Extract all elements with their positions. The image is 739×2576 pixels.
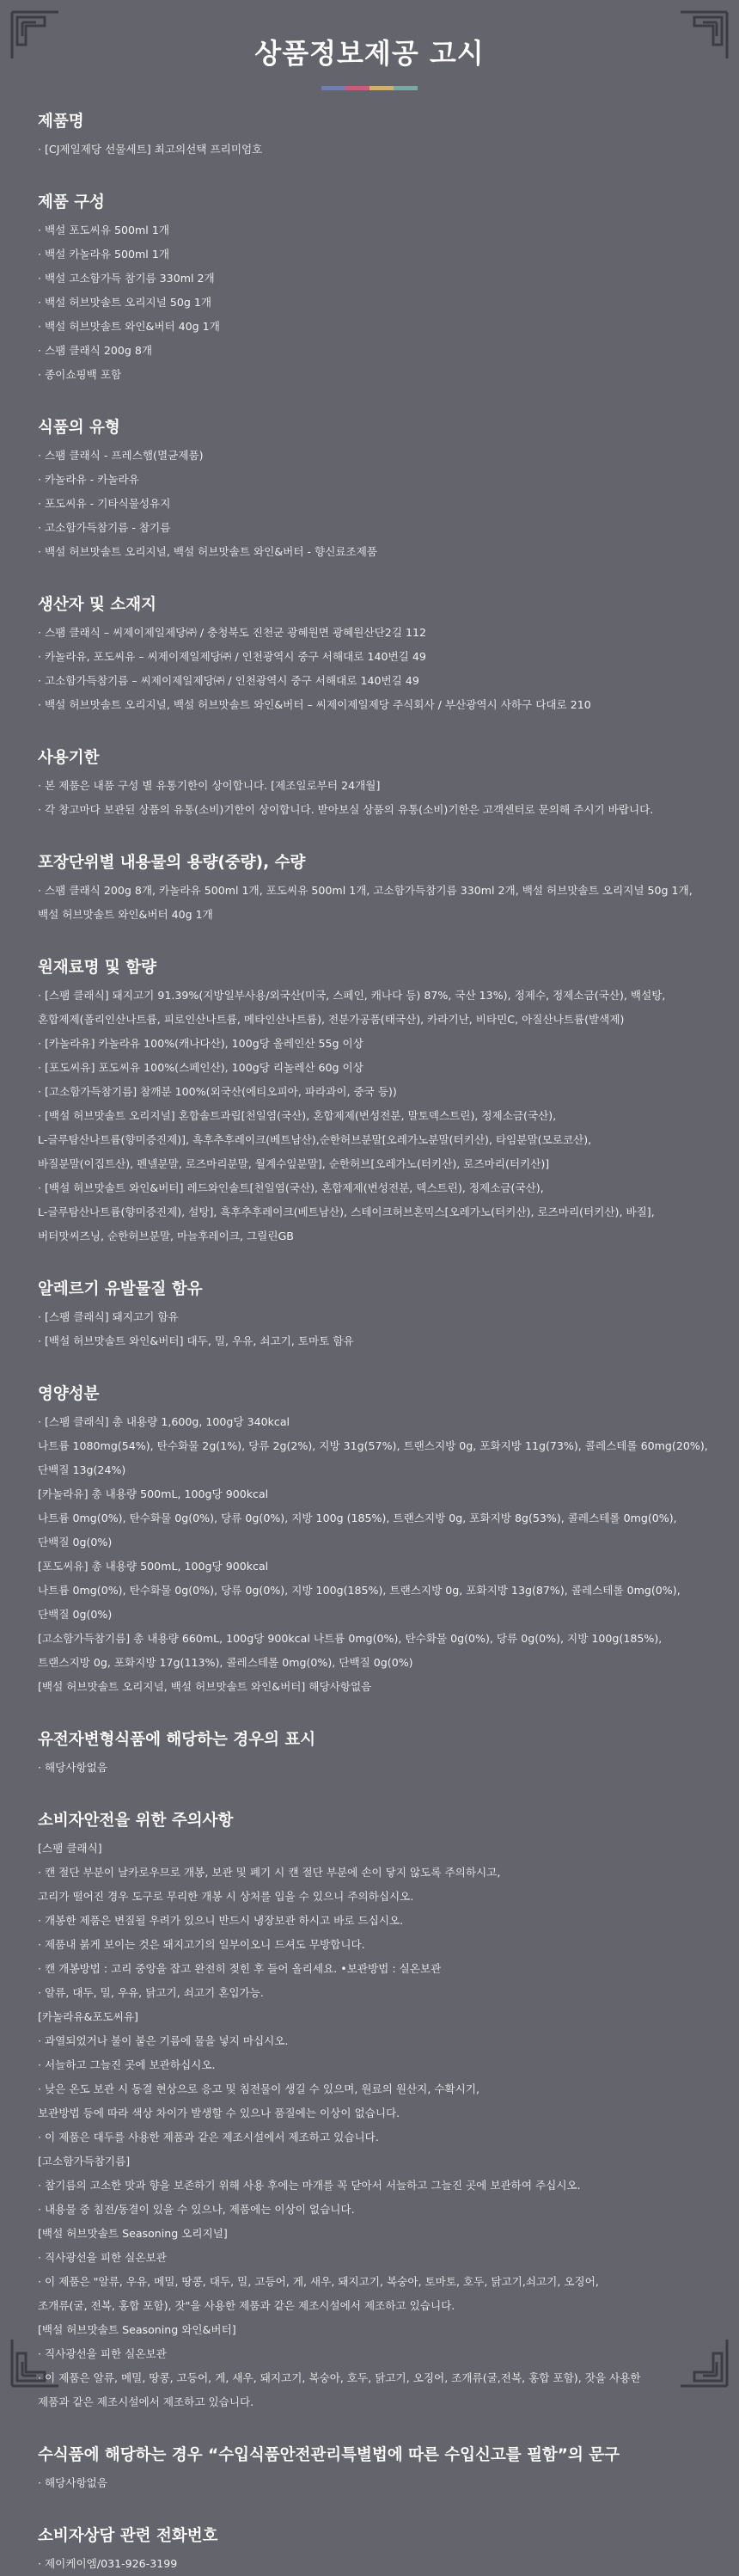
section-line: · 직사광선을 피한 실온보관: [38, 2251, 167, 2264]
section-line: 제품과 같은 제조시설에서 제조하고 있습니다.: [38, 2395, 254, 2408]
section-line: 나트륨 0mg(0%), 탄수화물 0g(0%), 당류 0g(0%), 지방 100g(185%), 트랜스지방 0g, 포화지방 13g(87%), 콜레스테롤 0mg(0%),: [38, 1584, 681, 1597]
section-line: · 카놀라유, 포도씨유 – 씨제이제일제당㈜ / 인천광역시 중구 서해대로 140번길 49: [38, 650, 426, 663]
section-line: [스팸 클래식]: [38, 1842, 102, 1855]
info-section: [38, 956, 718, 1248]
section-line: 조개류(굴, 전복, 홍합 포함), 잣"을 사용한 제품과 같은 제조시설에서 제조하고 있습니다.: [38, 2299, 455, 2312]
section-line: · 내용물 중 침전/동결이 있을 수 있으나, 제품에는 이상이 없습니다.: [38, 2203, 355, 2216]
section-title: 포장단위별 내용물의 용량(중량), 수량: [38, 854, 306, 872]
info-section: [38, 593, 718, 717]
section-line: · [CJ제일제당 선물세트] 최고의선택 프리미엄호: [38, 143, 263, 156]
info-section: [38, 746, 718, 822]
title-underline-segment: [321, 86, 345, 90]
section-line: · 캔 개봉방법 : 고리 중앙을 잡고 완전히 젖힌 후 들어 올리세요. •보관방법 : 실온보관: [38, 1962, 442, 1975]
section-line: · 백설 허브맛솔트 와인&버터 40g 1개: [38, 320, 220, 333]
section-line: 버터맛씨즈닝, 순한허브분말, 마늘후레이크, 그릴린GB: [38, 1230, 294, 1242]
section-line: · 과열되었거나 불이 붙은 기름에 물을 넣지 마십시오.: [38, 2034, 289, 2047]
section-line: · [스팸 클래식] 돼지고기 함유: [38, 1310, 179, 1323]
section-line: · 고소함가득참기름 - 참기름: [38, 521, 171, 534]
section-line: · [스팸 클래식] 총 내용량 1,600g, 100g당 340kcal: [38, 1415, 290, 1428]
page-title: 상품정보제공 고시: [254, 37, 485, 70]
section-line: 보관방법 등에 따라 색상 차이가 발생할 수 있으나 품질에는 이상이 없습니다.: [38, 2107, 400, 2119]
section-line: · 고소함가득참기름 – 씨제이제일제당㈜ / 인천광역시 중구 서해대로 140번길 49: [38, 674, 419, 687]
info-section: [38, 2444, 718, 2495]
info-section: [38, 851, 718, 927]
section-line: L-글루탐산나트륨(향미증진제), 설탕], 흑후추후레이크(베트남산), 스테이크허브혼믹스[오레가노(터키산), 로즈마리(터키산), 바질],: [38, 1205, 655, 1218]
section-line: [고소함가득참기름] 총 내용량 660mL, 100g당 900kcal 나트륨 0mg(0%), 탄수화물 0g(0%), 당류 0g(0%), 지방 100g(185%),: [38, 1632, 663, 1645]
section-line: 백설 허브맛솔트 와인&버터 40g 1개: [38, 908, 213, 921]
section-line: · [백설 허브맛솔트 오리지널] 혼합솔트과립[천일염(국산), 혼합제제(변성전분, 말토덱스트린), 정제소금(국산),: [38, 1109, 557, 1122]
section-line: · 본 제품은 내품 구성 별 유통기한이 상이합니다. [제조일로부터 24개월]: [38, 779, 381, 792]
info-section: [38, 1728, 718, 1780]
info-section: [38, 1383, 718, 1699]
info-section: [38, 2524, 718, 2576]
section-line: 트랜스지방 0g, 포화지방 17g(113%), 콜레스테롤 0mg(0%), 단백질 0g(0%): [38, 1656, 413, 1669]
section-line: · 백설 카놀라유 500ml 1개: [38, 248, 169, 261]
section-line: · 스팸 클래식 - 프레스햄(멸균제품): [38, 449, 204, 462]
section-line: · [포도씨유] 포도씨유 100%(스페인산), 100g당 리놀레산 60g 이상: [38, 1061, 363, 1074]
section-title: 영양성분: [38, 1385, 100, 1403]
section-line: · 백설 포도씨유 500ml 1개: [38, 224, 169, 236]
section-line: · [스팸 클래식] 돼지고기 91.39%(지방일부사용/외국산(미국, 스페인, 캐나다 등) 87%, 국산 13%), 정제수, 정제소금(국산), 백설탕,: [38, 989, 666, 1002]
section-line: [포도씨유] 총 내용량 500mL, 100g당 900kcal: [38, 1560, 269, 1573]
section-line: · 이 제품은 알류, 메밀, 땅콩, 고등어, 게, 새우, 돼지고기, 복숭아, 호두, 닭고기, 오징어, 조개류(굴,전복, 홍합 포함), 잣을 사용한: [38, 2371, 641, 2384]
section-line: · 각 창고마다 보관된 상품의 유통(소비)기한이 상이합니다. 받아보실 상품의 유통(소비)기한은 고객센터로 문의해 주시기 바랍니다.: [38, 803, 654, 816]
section-line: 고리가 떨어진 경우 도구로 무리한 개봉 시 상처를 입을 수 있으니 주의하십시오.: [38, 1890, 414, 1903]
section-line: [고소함가득참기름]: [38, 2155, 131, 2168]
section-line: · 캔 절단 부분이 날카로우므로 개봉, 보관 및 폐기 시 캔 절단 부분에 손이 닿지 않도록 주의하시고,: [38, 1866, 501, 1879]
section-title: 생산자 및 소재지: [38, 596, 156, 614]
section-line: · 개봉한 제품은 변질될 우려가 있으니 반드시 냉장보관 하시고 바로 드십시오.: [38, 1914, 404, 1927]
section-line: · [고소함가득참기름] 참깨분 100%(외국산(에티오피아, 파라과이, 중국 등)): [38, 1085, 397, 1098]
section-line: [카놀라유] 총 내용량 500mL, 100g당 900kcal: [38, 1487, 269, 1500]
info-section: [38, 110, 718, 162]
notice-content: [38, 110, 718, 2576]
title-underline: [321, 86, 418, 90]
section-line: · 백설 허브맛솔트 오리지널 50g 1개: [38, 296, 212, 309]
section-line: 단백질 13g(24%): [38, 1463, 126, 1476]
section-title: 소비자안전을 위한 주의사항: [38, 1812, 234, 1830]
section-line: · 제품내 붉게 보이는 것은 돼지고기의 일부이오니 드셔도 무방합니다.: [38, 1938, 365, 1951]
section-line: · 스팸 클래식 – 씨제이제일제당㈜ / 충청북도 진천군 광혜원면 광혜원산단2길 112: [38, 626, 427, 639]
section-line: · 백설 허브맛솔트 오리지널, 백설 허브맛솔트 와인&버터 – 씨제이제일제당 주식회사 / 부산광역시 사하구 다대로 210: [38, 698, 591, 711]
section-title: 소비자상담 관련 전화번호: [38, 2527, 218, 2545]
section-title: 수식품에 해당하는 경우 “수입식품안전관리특별법에 따른 수입신고를 필함”의 문구: [38, 2446, 620, 2464]
section-line: [백설 허브맛솔트 오리지널, 백설 허브맛솔트 와인&버터] 해당사항없음: [38, 1680, 372, 1693]
info-section: [38, 1278, 718, 1353]
section-line: 나트륨 0mg(0%), 탄수화물 0g(0%), 당류 0g(0%), 지방 100g (185%), 트랜스지방 0g, 포화지방 8g(53%), 콜레스테롤 0mg(0%),: [38, 1512, 677, 1524]
section-line: · 서늘하고 그늘진 곳에 보관하십시오.: [38, 2058, 216, 2071]
section-line: · 알류, 대두, 밀, 우유, 닭고기, 쇠고기 혼입가능.: [38, 1986, 264, 1999]
section-line: L-글루탐산나트륨(향미증진제)], 흑후추후레이크(베트남산),순한허브분말[오레가노분말(터키산), 타임분말(모로코산),: [38, 1133, 592, 1146]
section-line: · 해당사항없음: [38, 1761, 107, 1774]
section-line: · 낮은 온도 보관 시 동결 현상으로 응고 및 침전물이 생길 수 있으며, 원료의 원산지, 수확시기,: [38, 2082, 480, 2095]
section-line: · 종이쇼핑백 포함: [38, 368, 122, 381]
section-line: 바질분말(이집트산), 펜넬분말, 로즈마리분말, 월계수잎분말], 순한허브[오레가노(터키산), 로즈마리(터키산)]: [38, 1157, 550, 1170]
section-line: · 카놀라유 - 카놀라유: [38, 473, 139, 486]
section-line: · 직사광선을 피한 실온보관: [38, 2347, 167, 2360]
section-line: 혼합제제(폴리인산나트륨, 피로인산나트륨, 메타인산나트륨), 전분가공품(태국산), 카라기난, 비타민C, 아질산나트륨(발색제): [38, 1013, 625, 1026]
section-line: · 제이케이엠/031-926-3199: [38, 2557, 178, 2570]
section-line: · 이 제품은 "알류, 우유, 메밀, 땅콩, 대두, 밀, 고등어, 게, 새우, 돼지고기, 복숭아, 토마토, 호두, 닭고기,쇠고기, 오징어,: [38, 2275, 599, 2288]
section-title: 제품명: [38, 113, 84, 131]
title-underline-segment: [345, 86, 370, 90]
section-line: · 이 제품은 대두를 사용한 제품과 같은 제조시설에서 제조하고 있습니다.: [38, 2131, 379, 2144]
section-title: 제품 구성: [38, 193, 105, 212]
info-section: [38, 191, 718, 387]
section-line: · 스팸 클래식 200g 8개: [38, 344, 153, 357]
section-line: 나트륨 1080mg(54%), 탄수화물 2g(1%), 당류 2g(2%), 지방 31g(57%), 트랜스지방 0g, 포화지방 11g(73%), 콜레스테롤 60mg(20%),: [38, 1439, 708, 1452]
section-title: 알레르기 유발물질 함유: [38, 1280, 203, 1298]
title-underline-segment: [370, 86, 394, 90]
section-line: · [백설 허브맛솔트 와인&버터] 레드와인솔트[천일염(국산), 혼합제제(변성전분, 덱스트린), 정제소금(국산),: [38, 1181, 544, 1194]
section-line: · 스팸 클래식 200g 8개, 카놀라유 500ml 1개, 포도씨유 500ml 1개, 고소함가득참기름 330ml 2개, 백설 허브맛솔트 오리지널 50g 1개,: [38, 884, 693, 897]
section-line: [백설 허브맛솔트 Seasoning 오리지널]: [38, 2227, 228, 2240]
section-title: 유전자변형식품에 해당하는 경우의 표시: [38, 1731, 316, 1749]
section-title: 원재료명 및 함량: [38, 959, 156, 977]
section-line: · 백설 허브맛솔트 오리지널, 백설 허브맛솔트 와인&버터 - 향신료조제품: [38, 545, 378, 558]
section-line: · [백설 허브맛솔트 와인&버터] 대두, 밀, 우유, 쇠고기, 토마토 함유: [38, 1334, 354, 1347]
info-section: [38, 416, 718, 564]
section-line: 단백질 0g(0%): [38, 1536, 113, 1549]
section-title: 식품의 유형: [38, 419, 120, 437]
section-line: · 백설 고소함가득 참기름 330ml 2개: [38, 272, 215, 285]
header: [0, 34, 739, 90]
section-line: [카놀라유&포도씨유]: [38, 2010, 138, 2023]
title-underline-segment: [394, 86, 418, 90]
section-line: · 해당사항없음: [38, 2476, 107, 2489]
section-line: · 포도씨유 - 기타식물성유지: [38, 497, 171, 510]
section-title: 사용기한: [38, 749, 100, 767]
section-line: · 참기름의 고소한 맛과 향을 보존하기 위해 사용 후에는 마개를 꼭 닫아서 서늘하고 그늘진 곳에 보관하여 주십시오.: [38, 2179, 581, 2192]
section-line: 단백질 0g(0%): [38, 1608, 113, 1621]
section-line: [백설 허브맛솔트 Seasoning 와인&버터]: [38, 2323, 236, 2336]
section-line: · [카놀라유] 카놀라유 100%(캐나다산), 100g당 올레인산 55g 이상: [38, 1037, 363, 1050]
info-section: [38, 1809, 718, 2414]
